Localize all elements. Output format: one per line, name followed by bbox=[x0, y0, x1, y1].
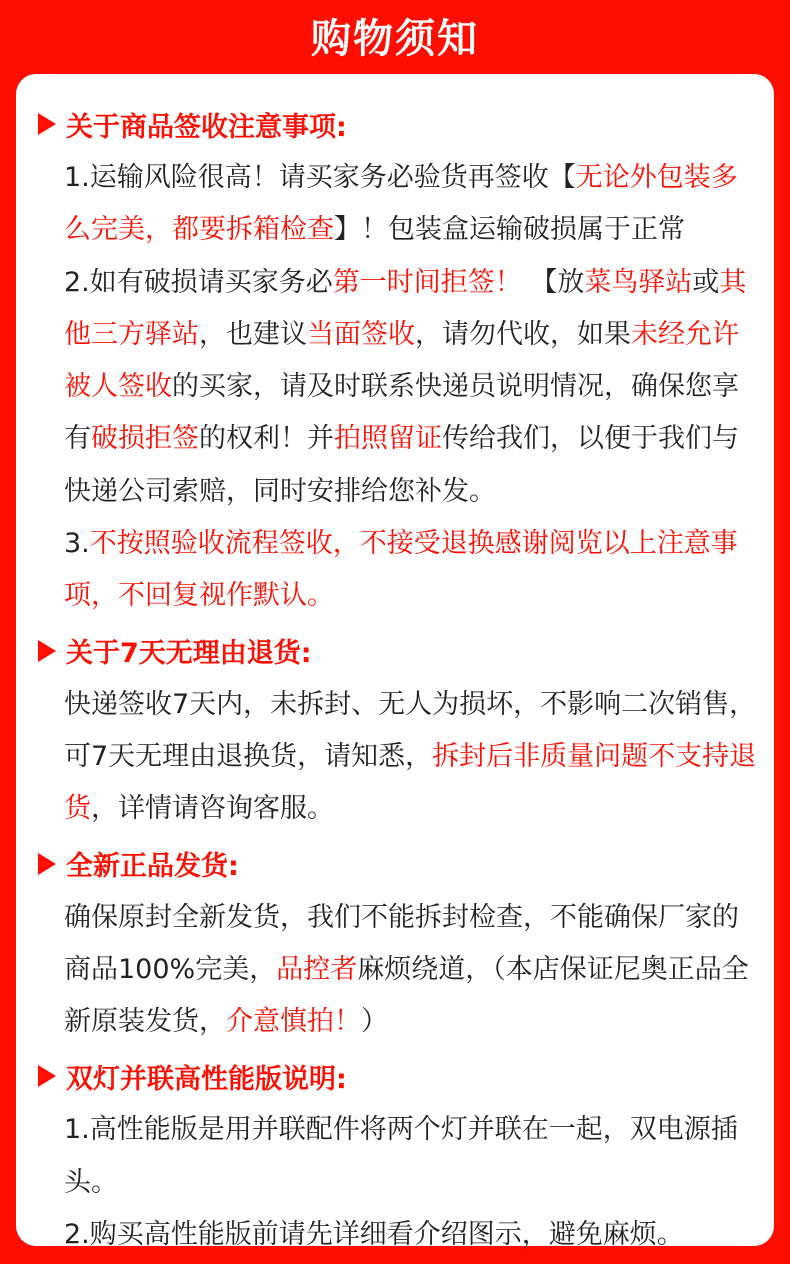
triangle-arrow-icon bbox=[38, 853, 56, 875]
body-text: 2.购买高性能版前请先详细看介绍图示，避免麻烦。 bbox=[64, 1219, 684, 1251]
body-text: ） bbox=[361, 1006, 388, 1038]
highlight-text: 第一时间拒签！ bbox=[332, 266, 522, 298]
body-text: 传给我们，以便于我们与快递公司索赔，同时安排给您补发。 bbox=[64, 423, 739, 507]
body-text: 1.高性能版是用并联配件将两个灯并联在一起，双电源插头。 bbox=[64, 1114, 738, 1198]
section-heading bbox=[34, 836, 762, 892]
notice-paragraph bbox=[34, 518, 762, 623]
triangle-arrow-icon bbox=[38, 640, 56, 662]
section-heading bbox=[34, 96, 762, 152]
highlight-text: 破损拒签 bbox=[91, 423, 199, 455]
notice-paragraph bbox=[34, 1104, 762, 1209]
section-heading-label: 双灯并联高性能版说明: bbox=[66, 1063, 347, 1095]
highlight-text: 其他三方驿站 bbox=[64, 266, 747, 350]
highlight-text: 不按照验收流程签收，不接受退换感谢阅览以上注意事项，不回复视作默认。 bbox=[64, 528, 738, 612]
body-text: 确保原封全新发货，我们不能拆封检查，不能确保厂家的商品100%完美， bbox=[64, 901, 739, 985]
highlight-text: 品控者 bbox=[276, 953, 358, 985]
body-text: 的买家，请及时联系快递员说明情况，确保您享有 bbox=[64, 371, 739, 455]
section-heading-label: 关于商品签收注意事项: bbox=[66, 111, 347, 143]
triangle-arrow-icon bbox=[38, 1065, 56, 1087]
body-text: 或 bbox=[692, 266, 720, 298]
section-heading bbox=[34, 1048, 762, 1104]
section-heading bbox=[34, 623, 762, 679]
highlight-text: 当面签收 bbox=[307, 318, 415, 350]
body-text: 的权利！并 bbox=[199, 423, 334, 455]
highlight-text: 介意慎拍！ bbox=[226, 1006, 361, 1038]
body-text: 【放 bbox=[521, 266, 585, 298]
triangle-arrow-icon bbox=[38, 113, 56, 135]
highlight-text: 拆封后非质量问题不支持退货 bbox=[64, 740, 757, 825]
notice-paragraph bbox=[34, 1209, 762, 1261]
highlight-text: 无论外包装多么完美，都要拆箱检查 bbox=[64, 162, 738, 246]
notice-paragraph bbox=[34, 152, 762, 257]
body-text: 】！包装盒运输破损属于正常 bbox=[334, 214, 685, 246]
body-text: 1.运输风险很高！请买家务必验货再签收【 bbox=[64, 162, 576, 193]
body-text: 麻烦绕道，（本店保证尼奥正品全新原装发货， bbox=[64, 953, 749, 1038]
body-text: 2.如有破损请买家务必 bbox=[64, 266, 333, 298]
notice-paragraph bbox=[34, 892, 762, 1049]
section-heading-label: 全新正品发货: bbox=[66, 851, 239, 883]
highlight-text: 未经允许被人签收 bbox=[64, 318, 739, 403]
body-text: ，请勿代收，如果 bbox=[415, 318, 631, 350]
section-heading-label: 关于7天无理由退货: bbox=[66, 638, 312, 670]
highlight-text: 拍照留证 bbox=[334, 423, 442, 455]
notice-paragraph bbox=[34, 257, 762, 518]
body-text: 3. bbox=[64, 528, 90, 560]
body-text: ，也建议 bbox=[199, 318, 307, 350]
body-text: 快递签收7天内，未拆封、无人为损坏，不影响二次销售，可7天无理由退换货，请知悉， bbox=[64, 688, 757, 772]
notice-card bbox=[16, 74, 774, 1251]
body-text: ，详情请咨询客服。 bbox=[91, 793, 334, 825]
highlight-text: 菜鸟驿站 bbox=[584, 266, 693, 298]
notice-paragraph bbox=[34, 679, 762, 836]
notice-content bbox=[34, 96, 762, 1261]
page-title: 购物须知 bbox=[311, 15, 479, 62]
